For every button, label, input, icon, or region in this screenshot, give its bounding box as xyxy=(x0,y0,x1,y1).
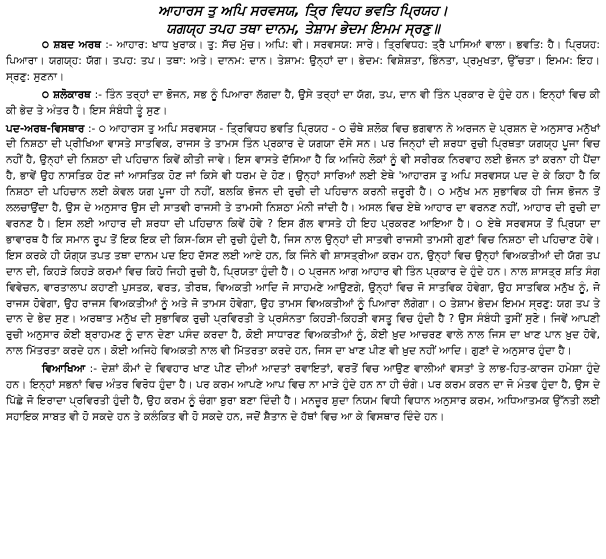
verse-line-2: ਯਗਯ੍ਹ ਤਪਹ ਤਥਾ ਦਾਨਮ, ਤੇਸ਼ਾਮ ਭੇਦਮ ਇਮਮ ਸ੍ਰਣੁ॥ xyxy=(166,21,440,37)
viakhia-paragraph xyxy=(6,362,600,426)
shabad-arth-label: ੦ ਸ਼ਬਦ ਅਰਥ xyxy=(42,39,102,51)
verse-line-1: ਆਹਾਰਸ ਤੁ ਅਪਿ ਸਰਵਸਯ, ਤ੍ਰਿ ਵਿਧਹ ਭਵਤਿ ਪ੍ਰਿਯਹ। xyxy=(158,3,448,19)
shabad-arth-paragraph xyxy=(6,38,600,86)
shlokarth-text: :- ਤਿੰਨ ਤਰ੍ਹਾਂ ਦਾ ਭੋਜਨ, ਸਭ ਨੂੰ ਪਿਆਰਾ ਲੱਗਦਾ ਹੈ, ਉਸੇ ਤਰ੍ਹਾਂ ਦਾ ਯੱਗ, ਤਪ, ਦਾਨ ਵੀ ਤਿੰਨ ਪ੍ਰਕਾਰ ਦੇ ਹੁੰਦੇ ਹਨ। ਇਨ੍ਹਾਂ ਵਿਚ ਕੀ ਕੀ ਭੇਦ ਤੇ ਅੰਤਰ ਹੈ। ਇਸ ਸੰਬੰਧੀ ਤੂੰ ਸੁਣ। xyxy=(6,88,600,117)
pad-arth-text: :- ੦ ਆਹਾਰਸ ਤੁ ਅਪਿ ਸਰਵਸਯ - ਤ੍ਰਿਵਿਧਹ ਭਵਤਿ ਪ੍ਰਿਯਹ - ੦ ਚੌਥੇ ਸ਼ਲੋਕ ਵਿਚ ਭਗਵਾਨ ਨੇ ਅਰਜਨ ਦੇ ਪ੍ਰਸ਼ਨ ਦੇ ਅਨੁਸਾਰ ਮਨੁੱਖਾਂ ਦੀ ਨਿਸ਼ਠਾ ਦੀ ਪ੍ਰੀਖਿਆ ਵਾਸਤੇ ਸਾਤਵਿਕ, ਰਾਜਸ ਤੇ ਤਾਮਸ ਤਿੰਨ ਪ੍ਰਕਾਰ ਦੇ ਯਗਯਾ ਦੱਸੇ ਸਨ। ਪਰ ਜਿਨ੍ਹਾਂ ਦੀ ਸ਼ਰਧਾ ਰੁਚੀ ਪ੍ਰਿਥਤਾ ਯਗਯ੍ਹ ਪੂਜਾ ਵਿਚ ਨਹੀਂ ਹੈ, ਉਨ੍ਹਾਂ ਦੀ ਨਿਸ਼ਠਾ ਦੀ ਪਹਿਚਾਨ ਕਿਵੇਂ ਕੀਤੀ ਜਾਵੇ। ਇਸ ਵਾਸਤੇ ਦੱਸਿਆ ਹੈ ਕਿ ਅਜਿਹੇ ਲੋਕਾਂ ਨੂੰ ਵੀ ਸਰੀਰਕ ਨਿਰਵਾਹ ਲਈ ਭੋਜਨ ਤਾਂ ਕਰਨਾ ਹੀ ਪੈਂਦਾ ਹੈ, ਭਾਵੇਂ ਉਹ ਨਾਸਤਿਕ ਹੋਣ ਜਾਂ ਆਸਤਿਕ ਹੋਣ ਜਾਂ ਕਿਸੇ ਵੀ ਧਰਮ ਦੇ ਹੋਣ। ਉਨ੍ਹਾਂ ਸਾਰਿਆਂ ਲਈ ਏਥੇ 'ਆਹਾਰਸ ਤੁ ਅਪਿ ਸਰਵਸਯ ਪਦ ਦੇ ਕੇ ਕਿਹਾ ਹੈ ਕਿ ਨਿਸ਼ਠਾ ਦੀ ਪਹਿਚਾਨ ਲਈ ਕੇਵਲ ਯਗ ਪੂਜਾ ਹੀ ਨਹੀਂ, ਬਲਕਿ ਭੋਜਨ ਦੀ ਰੁਚੀ ਦੀ ਪਹਿਚਾਨ ਕਰਨੀ ਜ਼ਰੂਰੀ ਹੈ। ੦ ਮਨੁੱਖ ਮਨ ਸੁਭਾਵਿਕ ਹੀ ਜਿਸ ਭੋਜਨ ਤੋਂ ਲਲਚਾਉਂਦਾ ਹੈ, ਉਸ ਦੇ ਅਨੁਸਾਰ ਉਸ ਦੀ ਸਾਤਵੀ ਰਾਜਸੀ ਤੇ ਤਾਮਸੀ ਨਿਸ਼ਠਾ ਮੰਨੀ ਜਾਂਦੀ ਹੈ। ਅਸਲ ਵਿਚ ਏਥੇ ਆਹਾਰ ਦਾ ਵਰਨਣ ਨਹੀਂ, ਆਹਾਰ ਦੀ ਰੁਚੀ ਦਾ ਵਰਨਣ ਹੈ। ਇਸ ਲਈ ਆਹਾਰ ਦੀ ਸ਼ਰਧਾ ਦੀ ਪਹਿਚਾਨ ਕਿਵੇਂ ਹੋਵੇ ? ਇਸ ਗੱਲ ਵਾਸਤੇ ਹੀ ਇਹ ਪ੍ਰਕਰਣ ਆਇਆ ਹੈ। ੦ ਏਥੇ ਸਰਵਸਯ ਤੋਂ ਪ੍ਰਿਯਾ ਦਾ ਭਾਵਾਰਥ ਹੈ ਕਿ ਸਮਾਨ ਰੂਪ ਤੋਂ ਇਕ ਇਕ ਦੀ ਕਿਸ-ਕਿਸ ਦੀ ਰੁਚੀ ਹੁੰਦੀ ਹੈ, ਜਿਸ ਨਾਲ ਉਨ੍ਹਾਂ ਦੀ ਸਾਤਵੀ ਰਾਜਸੀ ਤਾਮਸੀ ਗੁਣਾਂ ਵਿਚ ਨਿਸ਼ਠਾ ਦੀ ਪਹਿਚਾਣ ਹੋਵੇ। ਇਸ ਕਰਕੇ ਹੀ ਯੋਗ੍ਯ ਤਪਤ ਤਥਾ ਦਾਨਮ ਪਦ ਇਹ ਦੱਸਣ ਲਈ ਆਏ ਹਨ, ਕਿ ਜਿੰਨੇ ਵੀ ਸ਼ਾਸਤ੍ਰੀਆ ਕਰਮ ਹਨ, ਉਨ੍ਹਾਂ ਵਿਚ ਉਨ੍ਹਾਂ ਵਿਅਕਤੀਆਂ ਦੀ ਯੱਗ ਤਪ ਦਾਨ ਦੀ, ਕਿਹੜੇ ਕਿਹੜੇ ਕਰਮਾਂ ਵਿਚ ਕਿਹੋ ਜਿਹੀ ਰੁਚੀ ਹੈ, ਪ੍ਰਿਯਤਾ ਹੁੰਦੀ ਹੈ। ੦ ਪ੍ਰਜਨ ਆਗ ਆਹਾਰ ਵੀ ਤਿੰਨ ਪ੍ਰਕਾਰ ਦੇ ਹੁੰਦੇ ਹਨ। ਨਾਲ ਸ਼ਾਸਤ੍ਰ ਸ਼ਤਿ ਸੰਗ ਵਿਵੇਚਨ, ਵਾਰਤਾਲਾਪ ਕਹਾਣੀ ਪੁਸਤਕ, ਵਰਤ, ਤੀਰਥ, ਵਿਅਕਤੀ ਆਦਿ ਜੋ ਸਾਹਮਣੇ ਆਉਣਗੇ, ਉਨ੍ਹਾਂ ਵਿਚ ਜੋ ਸਾਤਵਿਕ ਹੋਵੇਗਾ, ਉਹ ਸਾਤਵਿਕ ਮਨੁੱਖ ਨੂੰ, ਜੋ ਰਾਜਸ ਹੋਵੇਗਾ, ਉਹ ਰਾਜਸ ਵਿਅਕਤੀਆਂ ਨੂੰ ਅਤੇ ਜੋ ਤਾਮਸ ਹੋਵੇਗਾ, ਉਹ ਤਾਮਸ ਵਿਅਕਤੀਆਂ ਨੂੰ ਪਿਆਰਾ ਲੱਗੇਗਾ। ੦ ਤੇਸ਼ਾਮ ਭੇਦਮ ਇਮਮ ਸ੍ਰਣੁ: ਯਗ ਤਪ ਤੇ ਦਾਨ ਦੇ ਭੇਦ ਸੁਣ। ਅਰਥਾਤ ਮਨੁੱਖ ਦੀ ਸੁਭਾਵਿਕ ਰੁਚੀ ਪ੍ਰਵਿਰਤੀ ਤੇ ਪ੍ਰਸੰਨਤਾ ਕਿਹੜੀ-ਕਿਹੜੀ ਵਸਤੂ ਵਿਚ ਹੁੰਦੀ ਹੈ ? ਉਸ ਸੰਬੰਧੀ ਤੁਸੀਂ ਸੁਣੋ। ਜਿਵੇਂ ਆਪਣੀ ਰੁਚੀ ਅਨੁਸਾਰ ਕੋਈ ਬ੍ਰਾਹਮਣ ਨੂੰ ਦਾਨ ਦੇਣਾ ਪਸੰਦ ਕਰਦਾ ਹੈ, ਕੋਈ ਸਾਧਾਰਣ ਵਿਅਕਤੀਆਂ ਨੂੰ, ਕੋਈ ਖ਼ੁਦ ਆਚਰਣ ਵਾਲੇ ਨਾਲ ਜਿਸ ਦਾ ਖਾਣ ਪਾਨ ਖ਼ੁਦ ਹੋਵੇ, ਨਾਲ ਮਿੱਤਰਤਾ ਕਰਦੇ ਹਨ। ਕੋਈ ਅਜਿਹੇ ਵਿਅਕਤੀ ਨਾਲ ਵੀ ਮਿੱਤਰਤਾ ਕਰਦੇ ਹਨ, ਜਿਸ ਦਾ ਖਾਣ ਪੀਣ ਵੀ ਖ਼ੁਦ ਨਹੀਂ ਆਦਿ। ਗੁਣਾਂ ਦੇ ਅਨੁਸਾਰ ਹੁੰਦਾ ਹੈ। xyxy=(6,122,600,358)
shlokarth-paragraph xyxy=(6,88,600,120)
shabad-arth-text: :- ਆਹਾਰ: ਖਾਧ ਖੁਰਾਕ। ਤੁ: ਸੱਚ ਮੁੱਚ। ਅਪਿ: ਵੀ। ਸਰਵਸਯ: ਸਾਰੇ। ਤ੍ਰਿਵਿਧਹ: ਤ੍ਰੈ ਪਾਸਿਆਂ ਵਾਲਾ। ਭਵਤਿ: ਹੈ। ਪ੍ਰਿਯਹ: ਪਿਆਰਾ। ਯਗਯ੍ਹ: ਯੱਗ। ਤਪਹ: ਤਪ। ਤਥਾ: ਅਤੇ। ਦਾਨਮ: ਦਾਨ। ਤੇਸ਼ਾਮ: ਉਨ੍ਹਾਂ ਦਾ। ਭੇਦਮ: ਵਿਸ਼ੇਸ਼ਤਾ, ਭਿੰਨਤਾ, ਪ੍ਰਮੁਖਤਾ, ਉੱਚਤਾ। ਇਮਮ: ਇਹ। ਸ੍ਰਣੁ: ਸੁਣਨਾ। xyxy=(6,39,600,83)
pad-arth-paragraph xyxy=(6,122,600,361)
pad-arth-label: ਪਦ-ਅਰਥ-ਵਿਸਥਾਰ xyxy=(6,122,85,135)
viakhia-label: ਵਿਆਖਿਆ xyxy=(42,363,86,376)
viakhia-text: :- ਦੇਸ਼ਾਂ ਕੌਮਾਂ ਦੇ ਵਿਵਹਾਰ ਖਾਣ ਪੀਣ ਦੀਆਂ ਆਦਤਾਂ ਰਵਾਇਤਾਂ, ਵਰਤੋਂ ਵਿਚ ਆਉਣ ਵਾਲੀਆਂ ਵਸਤਾਂ ਤੇ ਲਾਭ-ਹਿਤ-ਕਾਰਜ ਹਮੇਸ਼ਾ ਹੁੰਦੇ ਹਨ। ਇਨ੍ਹਾਂ ਸਭਨਾਂ ਵਿਚ ਅੰਤਰ ਵਿਰੋਧ ਹੁੰਦਾ ਹੈ। ਪਰ ਕਰਮ ਆਪਣੇ ਆਪ ਵਿਚ ਨਾ ਮਾੜੇ ਹੁੰਦੇ ਹਨ ਨਾ ਹੀ ਚੰਗੇ। ਪਰ ਕਰਮ ਕਰਨ ਦਾ ਜੋ ਮੰਤਵ ਹੁੰਦਾ ਹੈ, ਉਸ ਦੇ ਪਿੱਛੇ ਜੋ ਇਰਾਦਾ ਪ੍ਰਵਿਰਤੀ ਹੁੰਦੀ ਹੈ, ਉਹ ਕਰਮ ਨੂੰ ਚੰਗਾ ਬੁਰਾ ਬਣਾ ਦਿੰਦੀ ਹੈ। ਮਨਜ਼ੂਰ ਸ਼ੁਦਾ ਨਿਯਮ ਵਿਧੀ ਵਿਧਾਨ ਅਨੁਸਾਰ ਕਰਮ, ਅਧਿਆਤਮਕ ਉੱਨਤੀ ਲਈ ਸਹਾਇਕ ਸਾਬਤ ਵੀ ਹੋ ਸਕਦੇ ਹਨ ਤੇ ਕਲੰਕਿਤ ਵੀ ਹੋ ਸਕਦੇ ਹਨ, ਜਦੋਂ ਸ਼ੈਤਾਨ ਦੇ ਹੱਥਾਂ ਵਿਚ ਆ ਕੇ ਵਿਸਥਾਰ ਦਿੰਦੇ ਹਨ। xyxy=(6,363,600,423)
shlokarth-label: ੦ ਸ਼ਲੋਕਾਰਥ xyxy=(42,88,91,101)
